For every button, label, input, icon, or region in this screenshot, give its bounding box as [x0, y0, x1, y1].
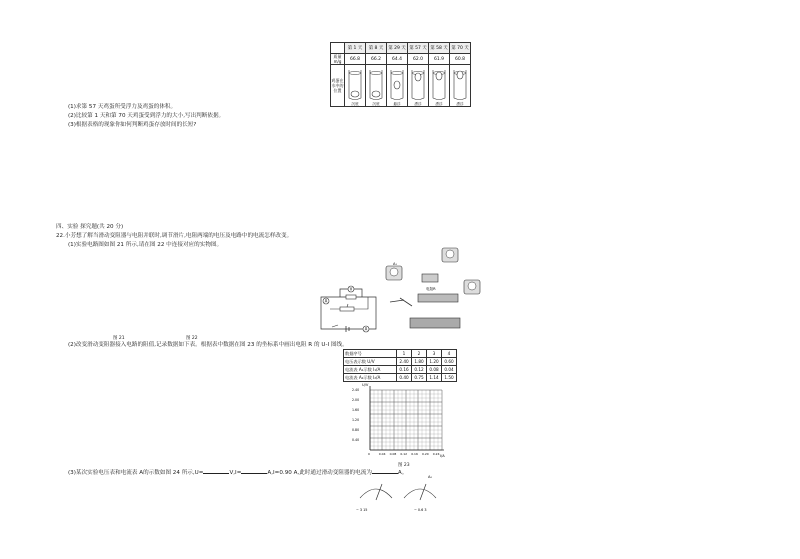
y-tick-label: 1.20 [352, 418, 360, 423]
beaker-sink-icon [366, 65, 386, 105]
x-tick-label: 0.16 [411, 452, 418, 456]
row-label: 电流表 A₁示数 I₁/A [344, 366, 397, 374]
x-tick-label: 0 [368, 452, 370, 456]
y-tick-label: 2.40 [352, 388, 360, 393]
voltmeter-dial [360, 489, 392, 498]
beaker-suspend-icon [387, 65, 407, 105]
beaker-float-icon [429, 65, 449, 105]
ammeter-a1-label: A₁ [393, 262, 397, 266]
q3-part: A,I [267, 470, 275, 476]
q3-part: V,I [229, 470, 237, 476]
meter-dials [352, 474, 444, 514]
mass-cell: 60.8 [450, 54, 471, 65]
mass-cell: 61.9 [429, 54, 450, 65]
q3-part: (3)某次实验电压表和电流表 A [68, 470, 144, 476]
y-axis-label: U/V [362, 383, 369, 387]
beaker-sink-icon [345, 65, 365, 105]
position-label: 悬浮 [393, 102, 401, 106]
data-table [343, 349, 457, 382]
y-tick-label: 1.60 [352, 408, 360, 413]
voltmeter-needle [376, 484, 382, 500]
data-cell: 0.40 [397, 374, 412, 382]
question-1: (1)求第 57 天鸡蛋所受浮力及鸡蛋的体积。 [68, 104, 177, 110]
position-label: 漂浮 [414, 102, 422, 106]
day-header: 第 57 天 [408, 43, 429, 54]
mass-cell: 64.4 [387, 54, 408, 65]
question-22: 22.小芳想了解当滑动变阻器与电阻并联时,调节滑片,电阻两端的电压及电路中的电流怎样改变。 [56, 233, 293, 239]
beaker-cell [366, 65, 387, 107]
svg-text:V: V [349, 286, 353, 292]
table-row [344, 366, 457, 374]
data-cell: 1.14 [427, 374, 442, 382]
x-tick-label: 0.04 [378, 452, 386, 456]
row-label: 电流表 A₂示数 I₂/A [344, 374, 397, 382]
data-cell: 1.80 [412, 358, 427, 366]
terminal-labels: − 3 15 [356, 508, 368, 512]
q3-part: A。 [397, 470, 408, 476]
ui-graph [350, 380, 450, 460]
x-tick-label: 0.24 [432, 452, 440, 456]
position-label: 沉底 [351, 102, 359, 106]
fig22-caption: 图 22 [186, 336, 198, 341]
data-cell: 1.20 [427, 358, 442, 366]
data-header-cell: 1 [397, 350, 412, 358]
answer-blank-u[interactable] [203, 468, 229, 474]
svg-text:A: A [324, 298, 328, 304]
fig21-caption: 图 21 [113, 336, 125, 341]
mass-cell: 66.8 [345, 54, 366, 65]
data-header-cell: 数据序号 [344, 350, 397, 358]
section-title: 四、实验 探究题(共 20 分) [56, 224, 124, 230]
data-cell: 0.08 [427, 366, 442, 374]
x-tick-label: 0.08 [389, 452, 397, 456]
data-cell: 0.60 [442, 358, 457, 366]
position-label: 漂浮 [456, 102, 464, 106]
data-cell: 0.75 [412, 374, 427, 382]
question-2: (2)比较第 1 天和第 70 天鸡蛋受到浮力的大小,写出判断依据。 [68, 113, 225, 119]
x-axis-label: I/A [440, 454, 445, 458]
circuit-diagram [318, 283, 378, 333]
mass-cell: 66.2 [366, 54, 387, 65]
day-header: 第 1 天 [345, 43, 366, 54]
answer-blank-i1[interactable] [241, 468, 267, 474]
question-22-2: (2)改变滑动变阻器接入电路的阻值,记录数据如下表。根据表中数据在图 23 的坐标系中画出电阻 R 的 U-I 图线。 [68, 342, 348, 348]
ammeter-dial [404, 489, 436, 498]
day-header: 第 70 天 [450, 43, 471, 54]
position-label: 沉底 [372, 102, 380, 106]
ammeter-a2-label: A₂ [428, 475, 432, 479]
beaker-cell [345, 65, 366, 107]
data-cell: 0.16 [397, 366, 412, 374]
x-tick-label: 0.12 [400, 452, 408, 456]
q3-part: = [236, 470, 242, 476]
position-label: 漂浮 [435, 102, 443, 106]
day-header: 第 8 天 [366, 43, 387, 54]
beaker-float-icon [450, 65, 470, 105]
x-tick-label: 0.20 [422, 452, 429, 456]
beaker-cell [387, 65, 408, 107]
data-cell: 1.50 [442, 374, 457, 382]
question-3: (3)根据表格的现象你如何判断鸡蛋存放时间的长短? [68, 122, 197, 128]
ammeter-needle [420, 484, 426, 500]
egg-table [330, 42, 471, 107]
y-tick-label: 0.80 [352, 428, 360, 433]
beaker-float-icon [408, 65, 428, 105]
row-label: 电压表示数 U/V [344, 358, 397, 366]
beaker-cell [408, 65, 429, 107]
data-header-cell: 4 [442, 350, 457, 358]
day-header: 第 58 天 [429, 43, 450, 54]
data-cell: 2.40 [397, 358, 412, 366]
beaker-cell [429, 65, 450, 107]
y-tick-label: 0.40 [352, 438, 360, 443]
q3-part: =0.90 A,此时通过滑动变阻器的电流为 [274, 470, 372, 476]
y-tick-label: 2.00 [352, 398, 360, 403]
fig23-caption: 图 23 [398, 463, 410, 468]
data-header-cell: 2 [412, 350, 427, 358]
mass-cell: 62.0 [408, 54, 429, 65]
resistor-label: 电阻R [426, 287, 436, 291]
table-row [344, 358, 457, 366]
data-cell: 0.04 [442, 366, 457, 374]
question-22-1: (1)实验电路图如图 21 所示,请在图 22 中连接对应的实物图。 [68, 242, 223, 248]
data-cell: 0.12 [412, 366, 427, 374]
graph-grid [370, 390, 442, 450]
beaker-cell [450, 65, 471, 107]
apparatus-drawing [382, 244, 492, 334]
q3-part: 的示数如图 24 所示,U= [143, 470, 204, 476]
position-row-label: 鸡蛋在水中的位置 [331, 65, 345, 107]
egg-table-corner [331, 43, 345, 54]
terminal-labels: − 0.6 3 [414, 508, 427, 512]
day-header: 第 29 天 [387, 43, 408, 54]
svg-text:A: A [364, 326, 368, 332]
data-header-cell: 3 [427, 350, 442, 358]
mass-row-label: 质量 m/g [331, 54, 345, 65]
